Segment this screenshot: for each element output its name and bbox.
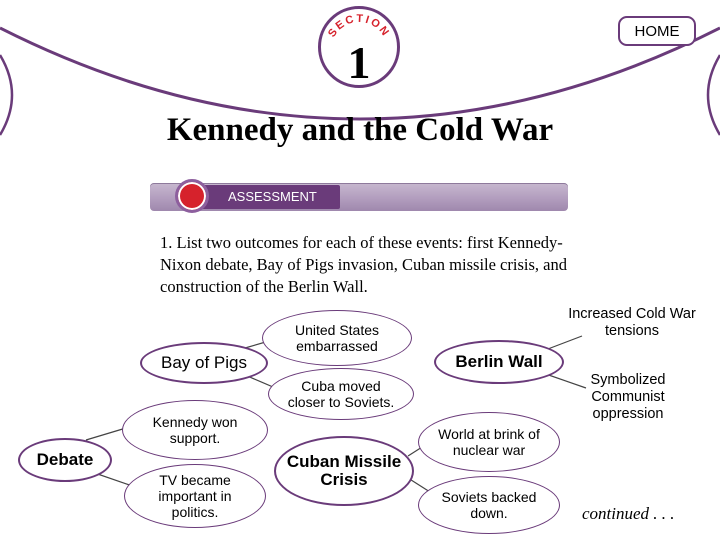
outcome-cuba-closer [268, 368, 414, 420]
outcome-us-embarrassed [262, 310, 412, 366]
assessment-label: ASSESSMENT [228, 189, 317, 204]
outcome-kennedy-support [122, 400, 268, 460]
page-title: Kennedy and the Cold War [166, 112, 554, 148]
outcome-text: United States embarrassed [294, 322, 380, 354]
event-label: Bay of Pigs [161, 353, 247, 372]
event-berlin-wall [434, 340, 564, 384]
outcome-world-brink [418, 412, 560, 472]
outcome-oppression: Symbolized Communist oppression [590, 372, 666, 422]
outcome-text: World at brink of nuclear war [438, 426, 540, 458]
event-label: Cuban Missile Crisis [286, 452, 402, 489]
outcome-text: TV became important in politics. [158, 472, 232, 520]
outcome-text: Cuba moved closer to Soviets. [287, 378, 395, 410]
outcome-tensions: Increased Cold War tensions [568, 306, 696, 339]
event-debate [18, 438, 112, 482]
outcome-tv-important [124, 464, 266, 528]
event-label: Debate [36, 450, 94, 469]
continued-label: continued . . . [582, 504, 675, 523]
assessment-question: 1. List two outcomes for each of these events: first Kennedy-Nixon debate, Bay of Pigs invasion, Cuban missile crisis, and construction of the Berlin Wall. [160, 233, 567, 296]
event-label: Berlin Wall [455, 352, 543, 371]
event-cuban-missile-crisis [274, 436, 414, 506]
connector-line [86, 428, 126, 440]
outcome-soviets-backed [418, 476, 560, 534]
section-number: 1 [347, 37, 371, 88]
outcome-text: Kennedy won support. [152, 414, 238, 446]
home-button[interactable]: HOME [618, 16, 696, 46]
svg-text:SECTION: SECTION [326, 12, 392, 40]
assessment-circle-icon [175, 179, 209, 213]
event-bay-of-pigs [140, 342, 268, 384]
outcome-text: Soviets backed down. [441, 489, 537, 521]
